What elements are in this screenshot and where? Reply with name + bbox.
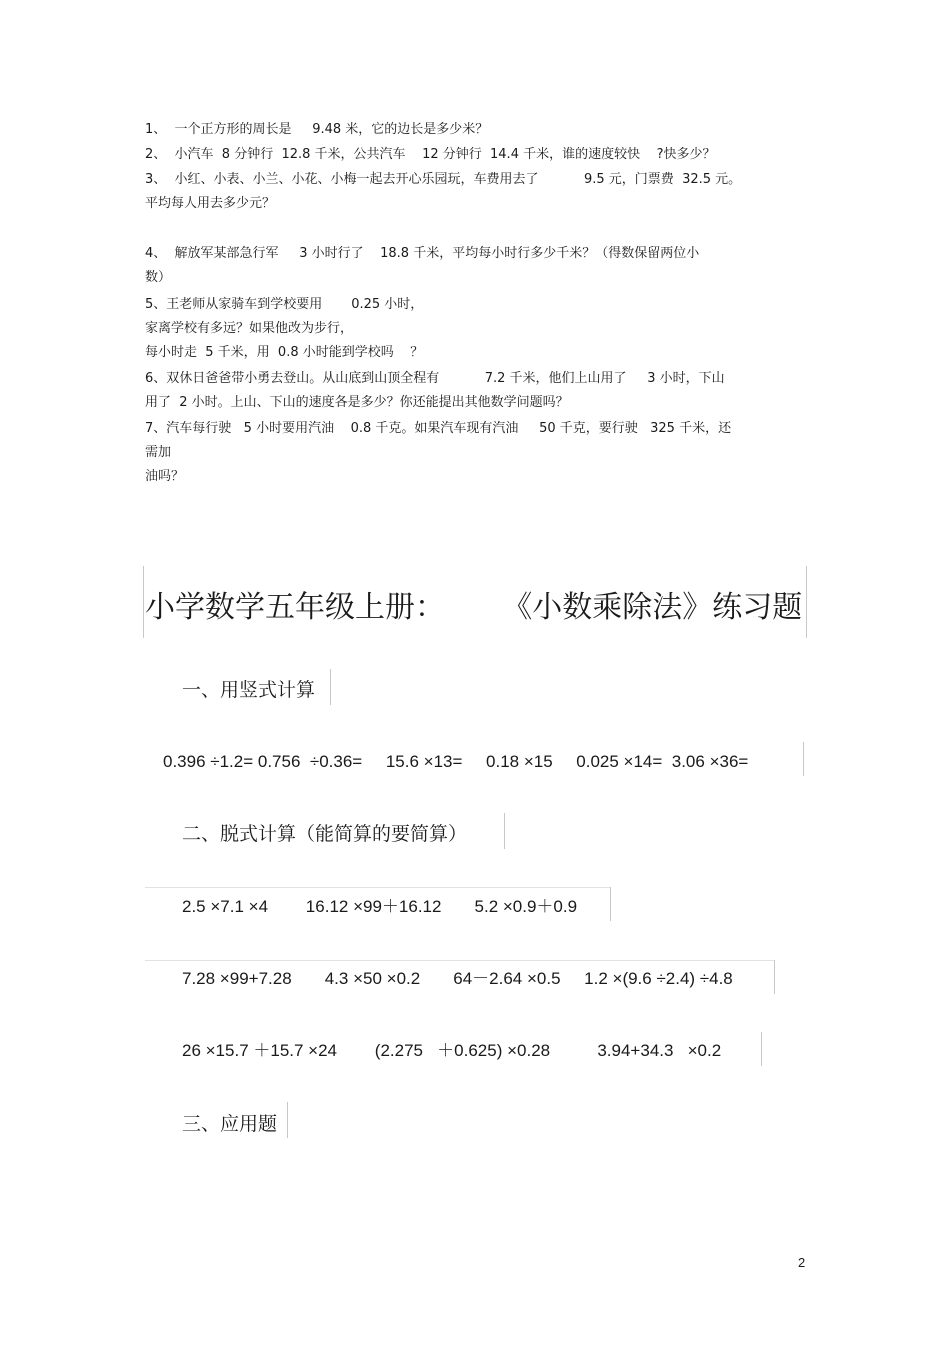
calc-row-3: 26 ×15.7 ＋15.7 ×24 (2.275 ＋0.625) ×0.28 3.94+34.3 ×0.2 (182, 1041, 722, 1060)
problem-2: 2、 小汽车 8 分钟行 12.8 千米，公共汽车 12 分钟行 14.4 千米，谁的速度较快 ?快多少？ (145, 147, 716, 162)
problem-6-cont: 用了 2 小时。上山、下山的速度各是多少？你还能提出其他数学问题吗？ (145, 395, 569, 410)
problem-1: 1、 一个正方形的周长是 9.48 米，它的边长是多少米？ (145, 122, 489, 137)
section-3-heading-rule (287, 1102, 288, 1138)
section-2-heading-rule (504, 813, 505, 849)
problem-5-cont-1: 家离学校有多远？如果他改为步行， (145, 321, 354, 336)
problem-4: 4、 解放军某部急行军 3 小时行了 18.8 千米，平均每小时行多少千米？（得数保留两位小 (145, 246, 700, 261)
calc-row-1-side-rule (610, 887, 611, 921)
calc-row-1-rule (145, 887, 611, 888)
calc-row-2-side-rule (774, 960, 775, 994)
calc-row-1: 2.5 ×7.1 ×4 16.12 ×99＋16.12 5.2 ×0.9＋0.9 (182, 897, 578, 916)
problem-3-cont: 平均每人用去多少元？ (145, 196, 276, 211)
title-left-rule (143, 566, 144, 638)
problem-4-cont: 数） (145, 270, 172, 285)
problem-7: 7、汽车每行驶 5 小时要用汽油 0.8 千克。如果汽车现有汽油 50 千克，要行驶 325 千米，还 (145, 421, 732, 436)
page-number: 2 (798, 1255, 806, 1270)
title-right-rule (806, 566, 807, 638)
page-title: 小学数学五年级上册： 《小数乘除法》练习题 (145, 590, 803, 625)
calc-row-3-side-rule (761, 1032, 762, 1066)
problem-7-cont-2: 油吗？ (145, 469, 185, 484)
section-1-heading: 一、用竖式计算 (182, 679, 316, 701)
problem-3: 3、 小红、小表、小兰、小花、小梅一起去开心乐园玩，车费用去了 9.5 元，门票费 32.5 元。 (145, 172, 742, 187)
problem-6: 6、双休日爸爸带小勇去登山。从山底到山顶全程有 7.2 千米，他们上山用了 3 小时，下山 (145, 371, 725, 386)
vertical-calc-rule (803, 742, 804, 776)
section-2-heading: 二、脱式计算（能简算的要简算） (182, 823, 468, 845)
problem-7-cont-1: 需加 (145, 445, 172, 460)
problem-5: 5、王老师从家骑车到学校要用 0.25 小时， (145, 297, 424, 312)
problem-5-cont-2: 每小时走 5 千米，用 0.8 小时能到学校吗 ？ (145, 345, 424, 360)
section-3-heading: 三、应用题 (182, 1113, 278, 1135)
calc-row-2-rule (145, 960, 775, 961)
section-1-heading-rule (330, 669, 331, 705)
calc-row-2: 7.28 ×99+7.28 4.3 ×50 ×0.2 64－2.64 ×0.5 1.2 ×(9.6 ÷2.4) ÷4.8 (182, 969, 733, 988)
vertical-calc-line: 0.396 ÷1.2= 0.756 ÷0.36= 15.6 ×13= 0.18 ×15 0.025 ×14= 3.06 ×36= (163, 752, 749, 771)
